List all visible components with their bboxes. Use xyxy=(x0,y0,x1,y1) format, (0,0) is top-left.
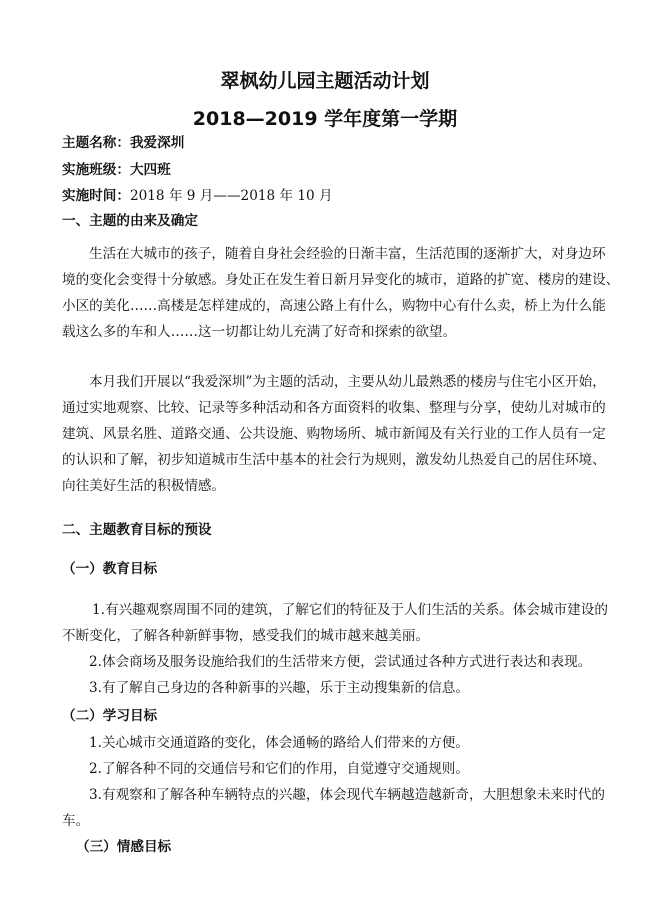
paragraph-line: 境的变化会变得十分敏感。身处正在发生着日新月异变化的城市，道路的扩宽、楼房的建设、 xyxy=(62,272,620,288)
theme-name-value: 我爱深圳 xyxy=(129,135,185,151)
document-title: 翠枫幼儿园主题活动计划 xyxy=(220,70,430,92)
goal-line: 3.有了解自己身边的各种新事的兴趣，乐于主动搜集新的信息。 xyxy=(89,680,469,696)
section-1-heading: 一、主题的由来及确定 xyxy=(62,213,198,229)
goal-line: 车。 xyxy=(62,813,90,829)
goal-line: 1.有兴趣观察周围不同的建筑，了解它们的特征及于人们生活的关系。体会城市建设的 xyxy=(92,602,608,618)
goal-line: 不断变化，了解各种新鲜事物，感受我们的城市越来越美丽。 xyxy=(62,628,430,644)
time-value: 2018 年 9 月——2018 年 10 月 xyxy=(129,188,333,204)
document-subtitle: 2018—2019 学年度第一学期 xyxy=(192,108,458,130)
paragraph-line: 小区的美化……高楼是怎样建成的，高速公路上有什么，购物中心有什么卖，桥上为什么能 xyxy=(62,298,606,314)
paragraph-line: 本月我们开展以“我爱深圳”为主题的活动，主要从幼儿最熟悉的楼房与住宅小区开始， xyxy=(89,374,606,390)
class-label: 实施班级： xyxy=(62,162,130,178)
time-label: 实施时间： xyxy=(62,188,130,204)
paragraph-line: 的认识和了解，初步知道城市生活中基本的社会行为规则，激发幼儿热爱自己的居住环境、 xyxy=(62,452,606,468)
paragraph-line: 载这么多的车和人……这一切都让幼儿充满了好奇和探索的欲望。 xyxy=(62,324,457,340)
goal-line: 2.体会商场及服务设施给我们的生活带来方便，尝试通过各种方式进行表达和表现。 xyxy=(89,654,592,670)
subsection-1-heading: （一）教育目标 xyxy=(62,561,158,577)
theme-name-label: 主题名称： xyxy=(62,135,130,151)
theme-name-row xyxy=(62,133,184,153)
subsection-3-heading: （三）情感目标 xyxy=(76,839,172,855)
goal-line: 3.有观察和了解各种车辆特点的兴趣，体会现代车辆越造越新奇，大胆想象未来时代的 xyxy=(89,787,605,803)
class-value: 大四班 xyxy=(129,162,171,178)
paragraph-line: 建筑、风景名胜、道路交通、公共设施、购物场所、城市新闻及有关行业的工作人员有一定 xyxy=(62,426,606,442)
goal-line: 2.了解各种不同的交通信号和它们的作用，自觉遵守交通规则。 xyxy=(89,761,469,777)
subsection-2-heading: （二）学习目标 xyxy=(62,708,158,724)
goal-line: 1.关心城市交通道路的变化，体会通畅的路给人们带来的方便。 xyxy=(89,735,469,751)
time-row xyxy=(62,186,333,206)
paragraph-line: 通过实地观察、比较、记录等多种活动和各方面资料的收集、整理与分享，使幼儿对城市的 xyxy=(62,400,606,416)
paragraph-line: 向往美好生活的积极情感。 xyxy=(62,478,226,494)
class-row xyxy=(62,160,171,180)
paragraph-line: 生活在大城市的孩子，随着自身社会经验的日渐丰富，生活范围的逐渐扩大，对身边环 xyxy=(89,246,606,262)
section-2-heading: 二、主题教育目标的预设 xyxy=(62,522,212,538)
